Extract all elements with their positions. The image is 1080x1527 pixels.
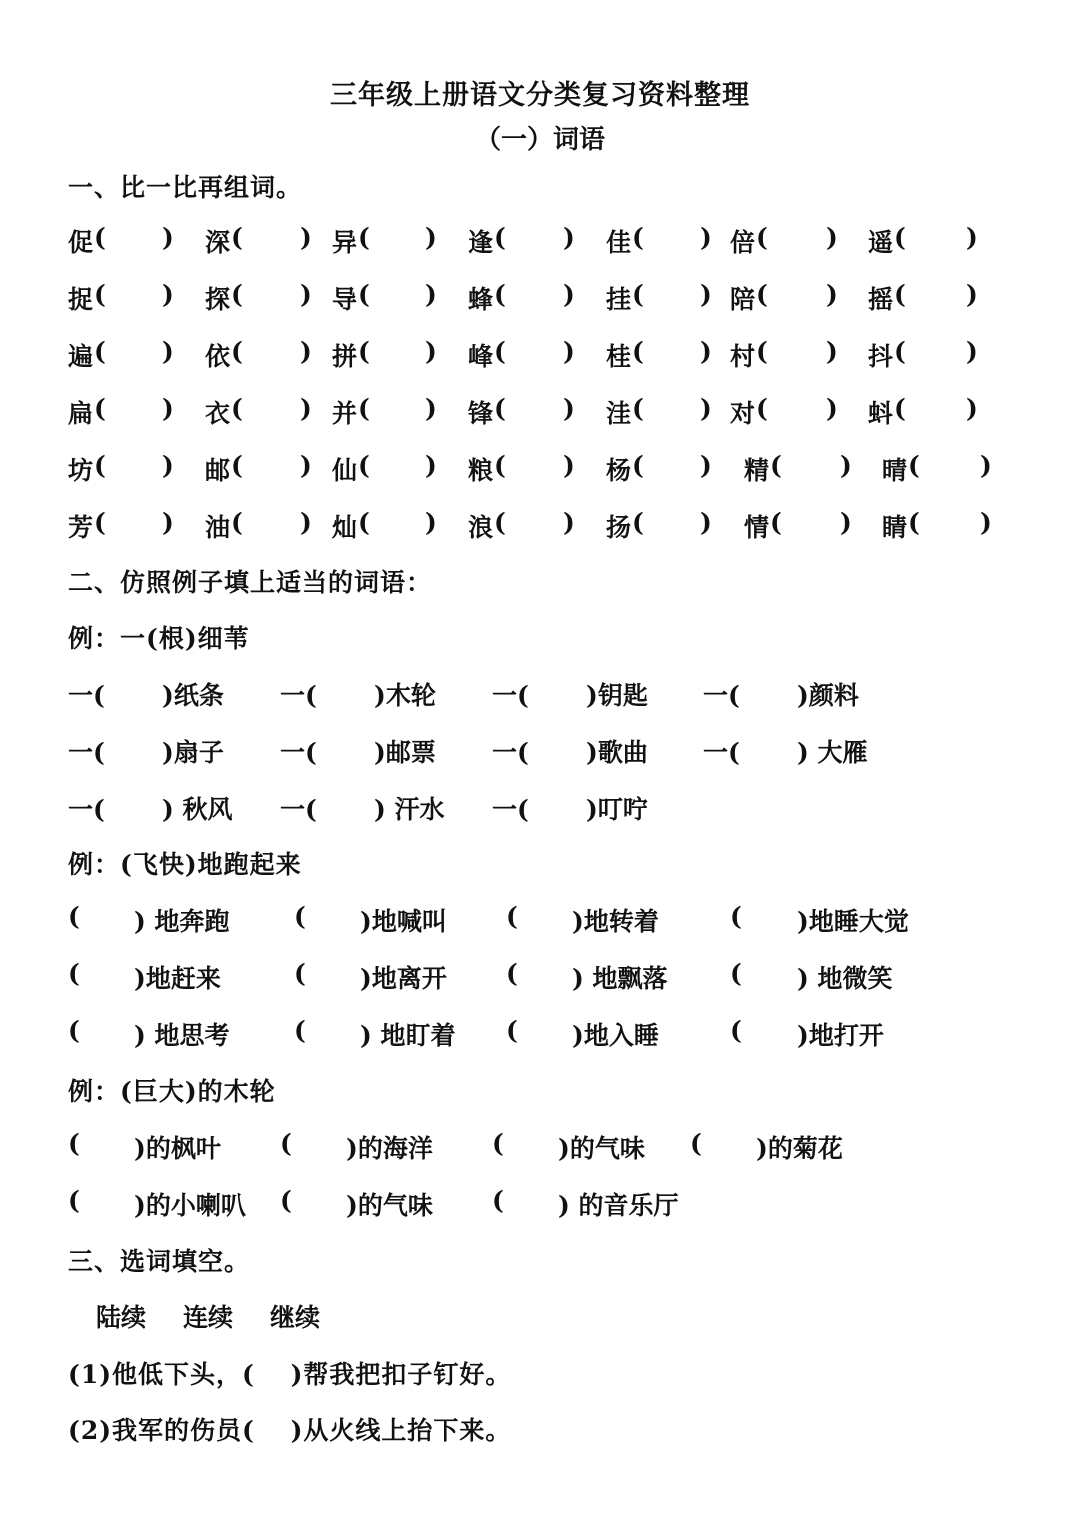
blank-prefix: ( bbox=[294, 1016, 306, 1045]
blank-close-paren: ) bbox=[966, 280, 978, 309]
blank-close-paren: ) bbox=[300, 337, 312, 366]
blank-open-paren: ( bbox=[756, 337, 768, 366]
blank-open-paren: ( bbox=[231, 223, 243, 252]
blank-open-paren: ( bbox=[358, 394, 370, 423]
blank-suffix: )的枫叶 bbox=[134, 1134, 221, 1163]
char-cell: 洼 bbox=[606, 399, 632, 428]
blank-close-paren: ) bbox=[300, 394, 312, 423]
char-cell: 遍 bbox=[68, 342, 94, 371]
char-cell: 探 bbox=[205, 285, 231, 314]
char-cell: 拼 bbox=[332, 342, 358, 371]
blank-prefix: ( bbox=[690, 1129, 702, 1158]
blank-close-paren: ) bbox=[563, 337, 575, 366]
blank-close-paren: ) bbox=[162, 451, 174, 480]
blank-open-paren: ( bbox=[770, 508, 782, 537]
blank-open-paren: ( bbox=[494, 337, 506, 366]
char-cell: 睛 bbox=[882, 513, 908, 542]
char-cell: 晴 bbox=[882, 456, 908, 485]
blank-prefix: 一( bbox=[280, 795, 317, 824]
page-subtitle: （一）词语 bbox=[474, 125, 605, 155]
blank-open-paren: ( bbox=[632, 508, 644, 537]
blank-suffix: ) 地奔跑 bbox=[134, 907, 230, 936]
blank-prefix: ( bbox=[492, 1129, 504, 1158]
char-cell: 浪 bbox=[468, 513, 494, 542]
blank-close-paren: ) bbox=[700, 451, 712, 480]
blank-close-paren: ) bbox=[162, 280, 174, 309]
blank-prefix: ( bbox=[730, 1016, 742, 1045]
blank-close-paren: ) bbox=[425, 451, 437, 480]
char-cell: 桂 bbox=[606, 342, 632, 371]
char-cell: 摇 bbox=[868, 285, 894, 314]
blank-prefix: ( bbox=[68, 959, 80, 988]
blank-prefix: 一( bbox=[280, 738, 317, 767]
blank-open-paren: ( bbox=[231, 508, 243, 537]
blank-close-paren: ) bbox=[826, 280, 838, 309]
blank-open-paren: ( bbox=[894, 337, 906, 366]
char-cell: 逢 bbox=[468, 228, 494, 257]
blank-close-paren: ) bbox=[162, 508, 174, 537]
blank-close-paren: ) bbox=[162, 394, 174, 423]
char-cell: 遥 bbox=[868, 228, 894, 257]
blank-suffix: )钥匙 bbox=[586, 681, 648, 710]
char-cell: 并 bbox=[332, 399, 358, 428]
char-cell: 村 bbox=[730, 342, 756, 371]
section3-heading: 三、选词填空。 bbox=[68, 1247, 251, 1276]
blank-prefix: ( bbox=[294, 902, 306, 931]
blank-prefix: 一( bbox=[68, 681, 105, 710]
blank-close-paren: ) bbox=[700, 280, 712, 309]
char-cell: 对 bbox=[730, 399, 756, 428]
blank-prefix: 一( bbox=[68, 738, 105, 767]
char-cell: 坊 bbox=[68, 456, 94, 485]
blank-open-paren: ( bbox=[632, 451, 644, 480]
blank-suffix: ) 地微笑 bbox=[797, 964, 893, 993]
char-cell: 峰 bbox=[468, 342, 494, 371]
blank-prefix: ( bbox=[492, 1186, 504, 1215]
blank-close-paren: ) bbox=[425, 223, 437, 252]
blank-suffix: )地打开 bbox=[797, 1021, 884, 1050]
blank-suffix: )地入睡 bbox=[572, 1021, 659, 1050]
blank-close-paren: ) bbox=[700, 394, 712, 423]
blank-suffix: ) 汗水 bbox=[374, 795, 445, 824]
char-cell: 扁 bbox=[68, 399, 94, 428]
blank-open-paren: ( bbox=[770, 451, 782, 480]
blank-open-paren: ( bbox=[94, 337, 106, 366]
blank-open-paren: ( bbox=[94, 508, 106, 537]
blank-close-paren: ) bbox=[966, 223, 978, 252]
blank-close-paren: ) bbox=[425, 337, 437, 366]
char-cell: 捉 bbox=[68, 285, 94, 314]
blank-close-paren: ) bbox=[700, 337, 712, 366]
blank-suffix: )的海洋 bbox=[346, 1134, 433, 1163]
blank-prefix: 一( bbox=[492, 681, 529, 710]
char-cell: 导 bbox=[332, 285, 358, 314]
blank-prefix: 一( bbox=[280, 681, 317, 710]
blank-prefix: ( bbox=[68, 1186, 80, 1215]
blank-close-paren: ) bbox=[300, 223, 312, 252]
blank-open-paren: ( bbox=[494, 451, 506, 480]
char-cell: 精 bbox=[744, 456, 770, 485]
blank-open-paren: ( bbox=[756, 223, 768, 252]
blank-open-paren: ( bbox=[894, 280, 906, 309]
char-cell: 促 bbox=[68, 228, 94, 257]
blank-open-paren: ( bbox=[908, 508, 920, 537]
blank-close-paren: ) bbox=[980, 508, 992, 537]
char-cell: 蚪 bbox=[868, 399, 894, 428]
blank-prefix: ( bbox=[68, 902, 80, 931]
blank-open-paren: ( bbox=[894, 394, 906, 423]
blank-suffix: )地赶来 bbox=[134, 964, 221, 993]
blank-suffix: )地转着 bbox=[572, 907, 659, 936]
blank-open-paren: ( bbox=[94, 394, 106, 423]
blank-prefix: ( bbox=[506, 1016, 518, 1045]
blank-suffix: ) 大雁 bbox=[797, 738, 868, 767]
blank-open-paren: ( bbox=[632, 280, 644, 309]
blank-close-paren: ) bbox=[826, 394, 838, 423]
blank-close-paren: ) bbox=[840, 508, 852, 537]
blank-open-paren: ( bbox=[494, 280, 506, 309]
blank-prefix: ( bbox=[506, 959, 518, 988]
page-title: 三年级上册语文分类复习资料整理 bbox=[330, 80, 750, 111]
blank-suffix: )地离开 bbox=[360, 964, 447, 993]
blank-close-paren: ) bbox=[425, 394, 437, 423]
blank-close-paren: ) bbox=[563, 508, 575, 537]
blank-open-paren: ( bbox=[358, 508, 370, 537]
blank-suffix: ) 地飘落 bbox=[572, 964, 668, 993]
blank-suffix: )地喊叫 bbox=[360, 907, 447, 936]
blank-suffix: )叮咛 bbox=[586, 795, 648, 824]
blank-suffix: )的菊花 bbox=[756, 1134, 843, 1163]
blank-open-paren: ( bbox=[358, 280, 370, 309]
blank-suffix: ) 的音乐厅 bbox=[558, 1191, 679, 1220]
blank-open-paren: ( bbox=[231, 280, 243, 309]
char-cell: 情 bbox=[744, 513, 770, 542]
blank-open-paren: ( bbox=[756, 280, 768, 309]
blank-close-paren: ) bbox=[966, 337, 978, 366]
blank-open-paren: ( bbox=[358, 223, 370, 252]
blank-open-paren: ( bbox=[494, 508, 506, 537]
word-option: 继续 bbox=[270, 1303, 321, 1332]
blank-prefix: 一( bbox=[703, 681, 740, 710]
char-cell: 佳 bbox=[606, 228, 632, 257]
blank-close-paren: ) bbox=[425, 508, 437, 537]
blank-prefix: ( bbox=[506, 902, 518, 931]
example-2: 例：(飞快)地跑起来 bbox=[68, 850, 302, 879]
char-cell: 杨 bbox=[606, 456, 632, 485]
blank-open-paren: ( bbox=[632, 337, 644, 366]
blank-close-paren: ) bbox=[563, 223, 575, 252]
char-cell: 深 bbox=[205, 228, 231, 257]
blank-suffix: )地睡大觉 bbox=[797, 907, 909, 936]
blank-suffix: ) 地思考 bbox=[134, 1021, 230, 1050]
blank-open-paren: ( bbox=[494, 223, 506, 252]
blank-suffix: ) 秋风 bbox=[162, 795, 233, 824]
blank-prefix: 一( bbox=[492, 795, 529, 824]
char-cell: 依 bbox=[205, 342, 231, 371]
char-cell: 油 bbox=[205, 513, 231, 542]
blank-suffix: )的小喇叭 bbox=[134, 1191, 246, 1220]
char-cell: 灿 bbox=[332, 513, 358, 542]
blank-suffix: )的气味 bbox=[558, 1134, 645, 1163]
blank-suffix: )颜料 bbox=[797, 681, 859, 710]
blank-prefix: ( bbox=[730, 902, 742, 931]
char-cell: 锋 bbox=[468, 399, 494, 428]
blank-close-paren: ) bbox=[300, 508, 312, 537]
blank-open-paren: ( bbox=[231, 394, 243, 423]
char-cell: 抖 bbox=[868, 342, 894, 371]
blank-open-paren: ( bbox=[231, 451, 243, 480]
blank-close-paren: ) bbox=[826, 337, 838, 366]
blank-open-paren: ( bbox=[494, 394, 506, 423]
blank-prefix: ( bbox=[280, 1129, 292, 1158]
blank-prefix: 一( bbox=[68, 795, 105, 824]
blank-suffix: )的气味 bbox=[346, 1191, 433, 1220]
blank-prefix: ( bbox=[280, 1186, 292, 1215]
blank-close-paren: ) bbox=[563, 280, 575, 309]
blank-open-paren: ( bbox=[908, 451, 920, 480]
blank-prefix: 一( bbox=[492, 738, 529, 767]
blank-suffix: )纸条 bbox=[162, 681, 224, 710]
char-cell: 陪 bbox=[730, 285, 756, 314]
char-cell: 邮 bbox=[205, 456, 231, 485]
char-cell: 倍 bbox=[730, 228, 756, 257]
char-cell: 粮 bbox=[468, 456, 494, 485]
blank-prefix: ( bbox=[68, 1129, 80, 1158]
example-1: 例：一(根)细苇 bbox=[68, 624, 250, 653]
blank-close-paren: ) bbox=[300, 451, 312, 480]
blank-close-paren: ) bbox=[162, 337, 174, 366]
blank-open-paren: ( bbox=[632, 223, 644, 252]
section2-heading: 二、仿照例子填上适当的词语： bbox=[68, 568, 433, 597]
word-option: 陆续 bbox=[96, 1303, 147, 1332]
blank-open-paren: ( bbox=[231, 337, 243, 366]
blank-close-paren: ) bbox=[700, 508, 712, 537]
blank-prefix: 一( bbox=[703, 738, 740, 767]
blank-open-paren: ( bbox=[94, 451, 106, 480]
blank-open-paren: ( bbox=[358, 451, 370, 480]
blank-suffix: ) 地盯着 bbox=[360, 1021, 456, 1050]
char-cell: 衣 bbox=[205, 399, 231, 428]
blank-suffix: )扇子 bbox=[162, 738, 224, 767]
blank-open-paren: ( bbox=[756, 394, 768, 423]
char-cell: 挂 bbox=[606, 285, 632, 314]
example-3: 例：(巨大)的木轮 bbox=[68, 1077, 276, 1106]
blank-close-paren: ) bbox=[826, 223, 838, 252]
char-cell: 异 bbox=[332, 228, 358, 257]
question-2: (2)我军的伤员( )从火线上抬下来。 bbox=[68, 1416, 512, 1445]
blank-suffix: )邮票 bbox=[374, 738, 436, 767]
blank-close-paren: ) bbox=[966, 394, 978, 423]
char-cell: 蜂 bbox=[468, 285, 494, 314]
blank-suffix: )木轮 bbox=[374, 681, 436, 710]
question-1: (1)他低下头，( )帮我把扣子钉好。 bbox=[68, 1360, 512, 1389]
blank-close-paren: ) bbox=[563, 451, 575, 480]
blank-open-paren: ( bbox=[94, 223, 106, 252]
blank-close-paren: ) bbox=[980, 451, 992, 480]
blank-close-paren: ) bbox=[425, 280, 437, 309]
blank-close-paren: ) bbox=[162, 223, 174, 252]
blank-suffix: )歌曲 bbox=[586, 738, 648, 767]
blank-open-paren: ( bbox=[94, 280, 106, 309]
blank-close-paren: ) bbox=[563, 394, 575, 423]
section1-heading: 一、比一比再组词。 bbox=[68, 173, 303, 202]
blank-close-paren: ) bbox=[300, 280, 312, 309]
blank-open-paren: ( bbox=[894, 223, 906, 252]
blank-open-paren: ( bbox=[632, 394, 644, 423]
word-option: 连续 bbox=[183, 1303, 234, 1332]
char-cell: 芳 bbox=[68, 513, 94, 542]
blank-close-paren: ) bbox=[700, 223, 712, 252]
blank-close-paren: ) bbox=[840, 451, 852, 480]
char-cell: 扬 bbox=[606, 513, 632, 542]
char-cell: 仙 bbox=[332, 456, 358, 485]
blank-prefix: ( bbox=[68, 1016, 80, 1045]
blank-prefix: ( bbox=[294, 959, 306, 988]
blank-open-paren: ( bbox=[358, 337, 370, 366]
blank-prefix: ( bbox=[730, 959, 742, 988]
